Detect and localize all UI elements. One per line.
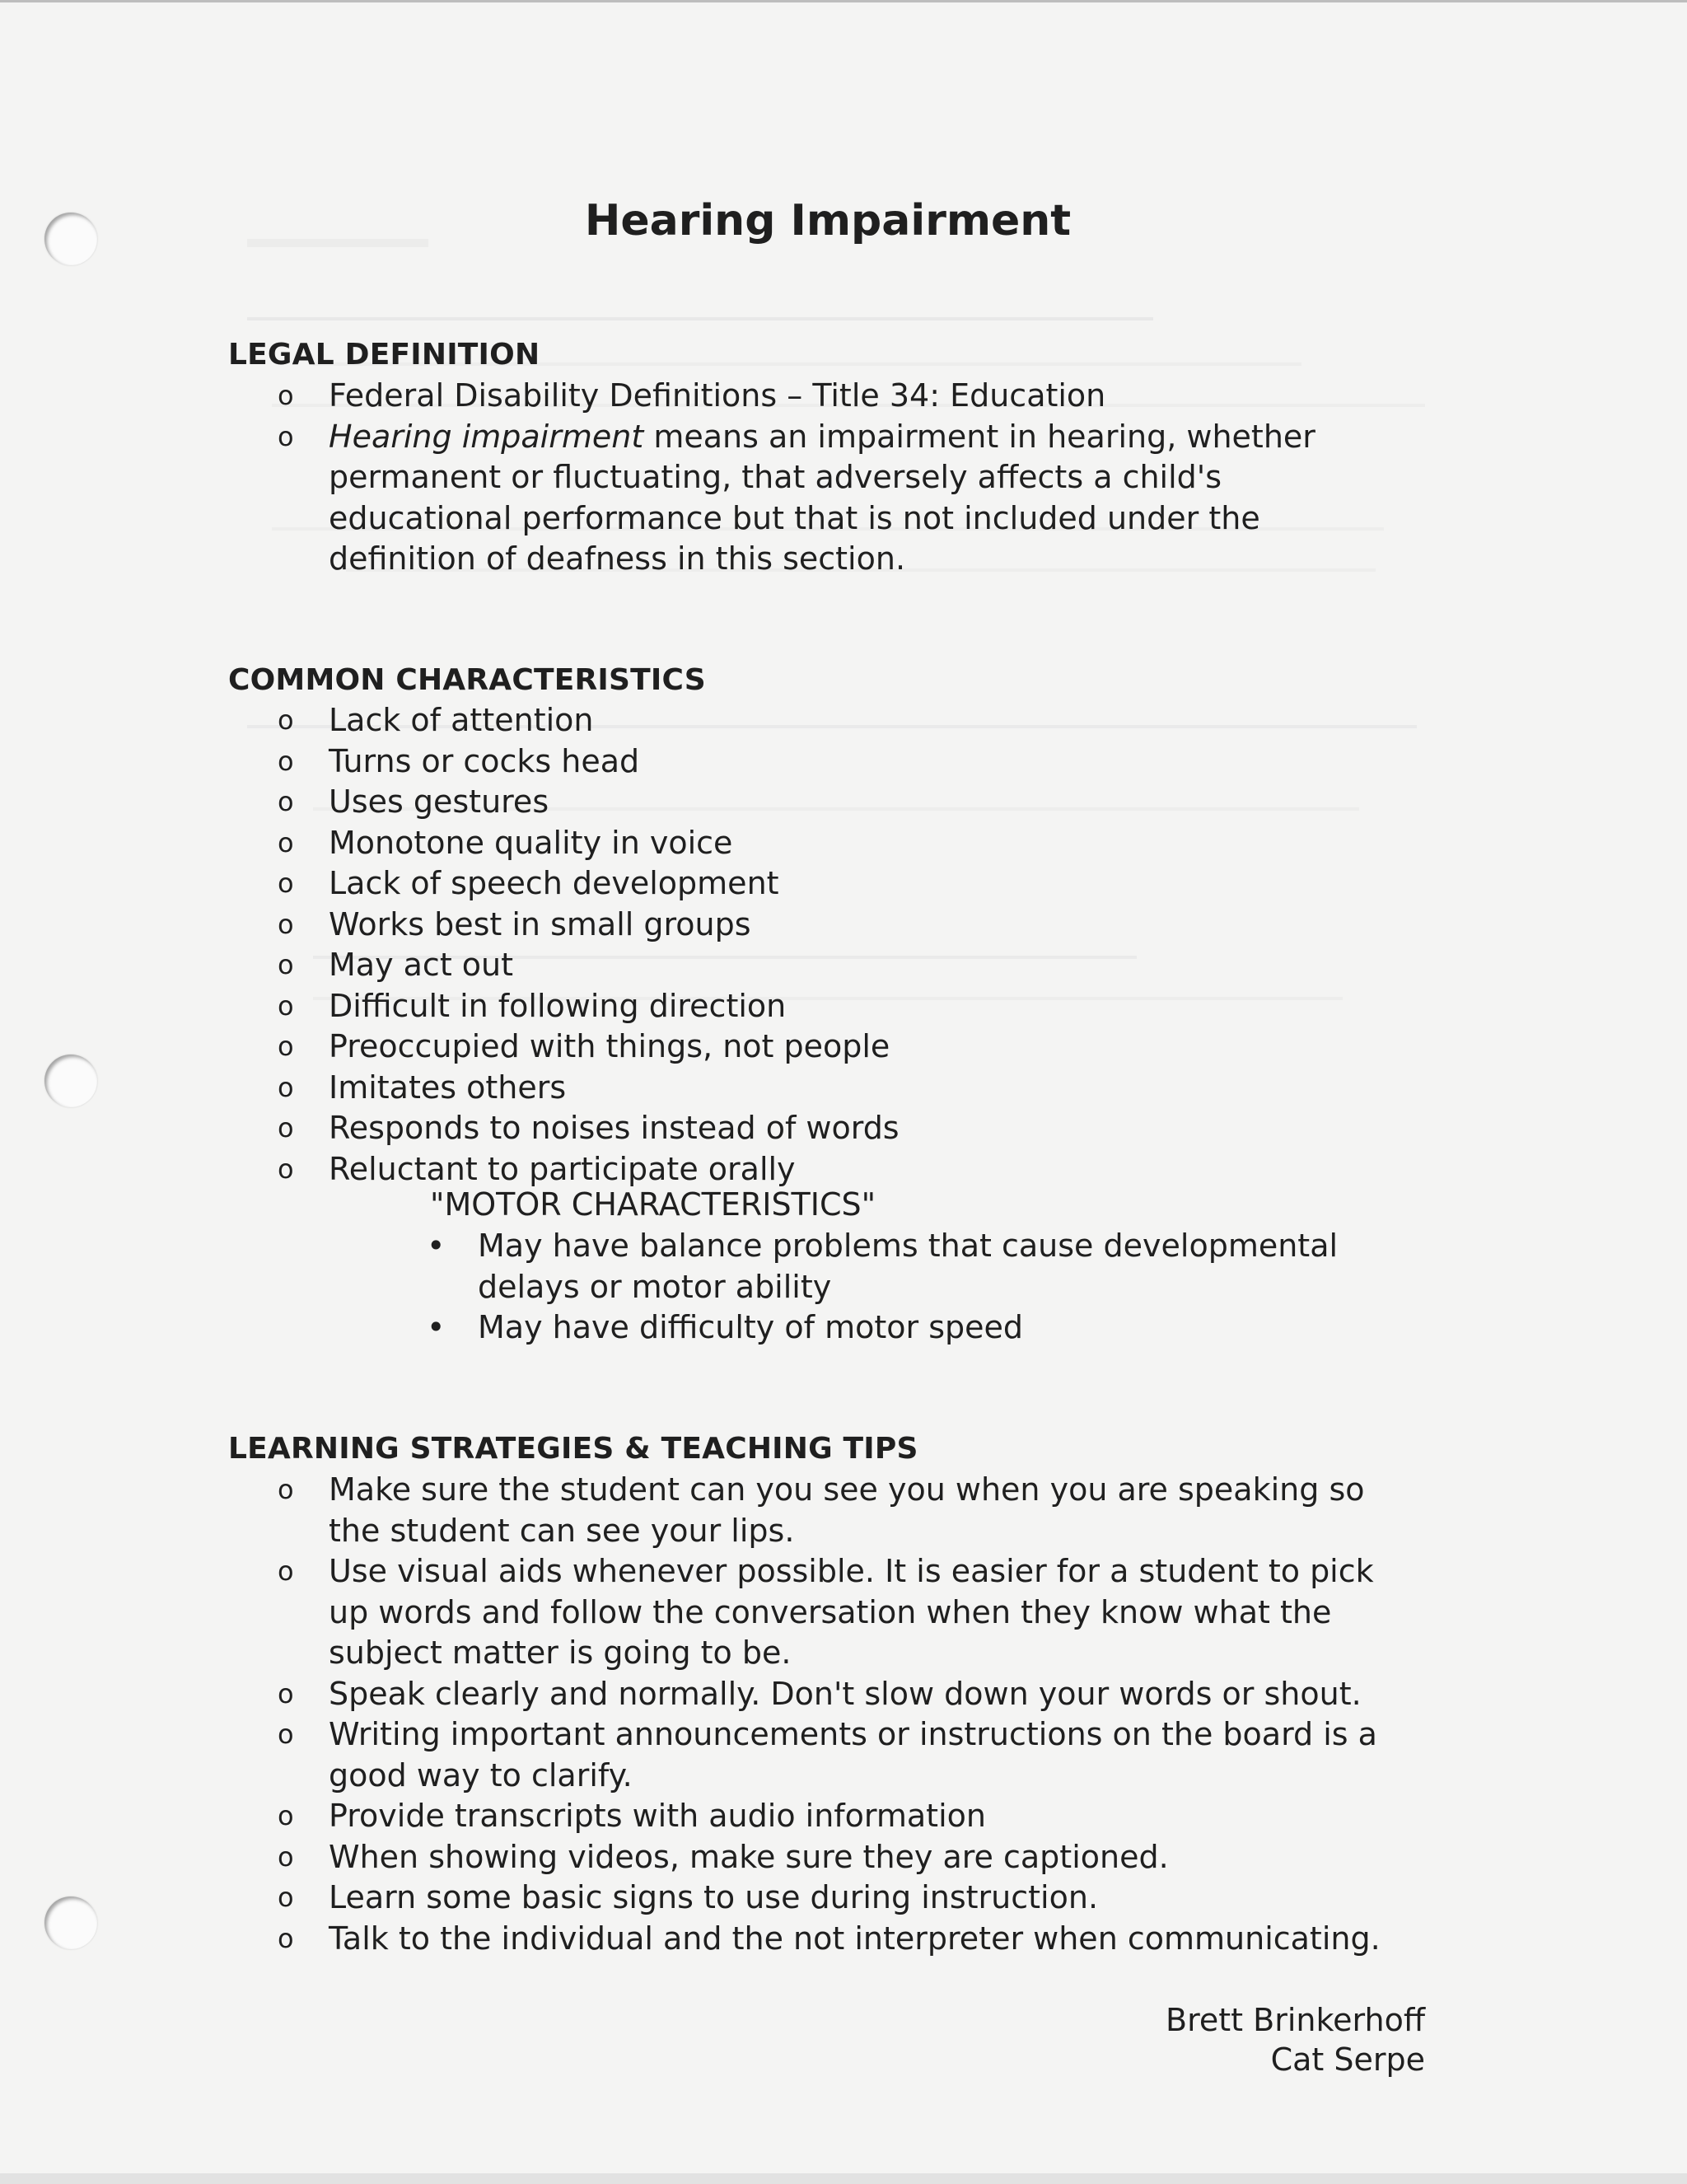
common-characteristics-list — [278, 700, 1348, 1190]
circle-bullet-icon: o — [278, 704, 294, 736]
defined-term: Hearing impairment — [329, 418, 644, 455]
list-item — [278, 1108, 1348, 1149]
list-item — [427, 1307, 1399, 1349]
list-item — [278, 417, 1340, 580]
list-item — [278, 1027, 1348, 1068]
circle-bullet-icon: o — [278, 1840, 294, 1873]
circle-bullet-icon: o — [278, 949, 294, 980]
list-item-text: Provide transcripts with audio information — [329, 1798, 986, 1834]
list-item — [278, 1674, 1423, 1715]
list-item — [278, 1068, 1348, 1109]
list-item-text: Uses gestures — [329, 783, 549, 820]
list-item — [278, 945, 1348, 986]
list-item — [278, 1714, 1423, 1796]
circle-bullet-icon: o — [278, 380, 294, 411]
circle-bullet-icon: o — [278, 826, 294, 858]
list-item-text: May have balance problems that cause developmental delays or motor ability — [478, 1228, 1339, 1305]
list-item — [278, 1878, 1423, 1919]
list-item-text: When showing videos, make sure they are captioned. — [329, 1838, 1169, 1875]
dot-bullet-icon: • — [427, 1309, 446, 1345]
author-name: Brett Brinkerhoff — [1166, 2002, 1425, 2038]
list-item-text: Imitates others — [329, 1069, 567, 1106]
list-item — [278, 823, 1348, 864]
list-item-text: Lack of speech development — [329, 865, 779, 901]
list-item-text: Works best in small groups — [329, 905, 751, 942]
list-item-text: Use visual aids whenever possible. It is easier for a student to pick up words and follow the conversation when they know what the subject matter is going to be. — [329, 1553, 1374, 1671]
circle-bullet-icon: o — [278, 1071, 294, 1103]
list-item-text: Federal Disability Definitions – Title 34: Education — [329, 377, 1106, 414]
list-item-text: Lack of attention — [329, 702, 594, 738]
list-item — [278, 1837, 1423, 1878]
circle-bullet-icon: o — [278, 1555, 294, 1587]
list-item — [278, 782, 1348, 823]
dot-bullet-icon: • — [427, 1228, 446, 1264]
learning-strategies-heading: LEARNING STRATEGIES & TEACHING TIPS — [228, 1432, 918, 1466]
motor-characteristics-heading: "MOTOR CHARACTERISTICS" — [430, 1186, 876, 1223]
binder-hole-bottom — [44, 1896, 97, 1949]
list-item — [278, 1919, 1423, 1960]
list-item-text: Responds to noises instead of words — [329, 1110, 900, 1146]
circle-bullet-icon: o — [278, 420, 294, 452]
circle-bullet-icon: o — [278, 1677, 294, 1709]
circle-bullet-icon: o — [278, 1882, 294, 1913]
list-item-text: Monotone quality in voice — [329, 824, 733, 861]
circle-bullet-icon: o — [278, 908, 294, 940]
list-item-text: Difficult in following direction — [329, 987, 787, 1024]
legal-definition-list — [278, 376, 1340, 580]
circle-bullet-icon: o — [278, 868, 294, 899]
circle-bullet-icon: o — [278, 1922, 294, 1954]
list-item — [278, 700, 1348, 741]
list-item-text: Learn some basic signs to use during instruction. — [329, 1879, 1099, 1915]
circle-bullet-icon: o — [278, 1474, 294, 1505]
circle-bullet-icon: o — [278, 1719, 294, 1750]
circle-bullet-icon: o — [278, 1153, 294, 1185]
list-item-text: Make sure the student can you see you when you are speaking so the student can see your lips. — [329, 1471, 1365, 1549]
list-item — [278, 986, 1348, 1027]
circle-bullet-icon: o — [278, 989, 294, 1022]
list-item — [278, 1149, 1348, 1190]
legal-definition-heading: LEGAL DEFINITION — [228, 338, 540, 372]
list-item — [278, 376, 1340, 417]
list-item-text: Turns or cocks head — [329, 742, 640, 779]
list-item-text: Talk to the individual and the not interpreter when communicating. — [329, 1920, 1381, 1957]
list-item-text: Reluctant to participate orally — [329, 1150, 796, 1187]
list-item — [278, 1796, 1423, 1837]
list-item-text: May have difficulty of motor speed — [478, 1309, 1023, 1345]
circle-bullet-icon: o — [278, 1031, 294, 1062]
circle-bullet-icon: o — [278, 786, 294, 817]
list-item-text: Preoccupied with things, not people — [329, 1028, 890, 1064]
list-item — [278, 1551, 1423, 1674]
list-item-text: May act out — [329, 947, 514, 983]
scan-bottom-edge — [0, 2173, 1687, 2184]
list-item-text: Writing important announcements or instructions on the board is a good way to clarify. — [329, 1716, 1377, 1793]
common-characteristics-heading: COMMON CHARACTERISTICS — [228, 663, 706, 697]
list-item — [278, 741, 1348, 783]
list-item — [278, 1470, 1423, 1551]
circle-bullet-icon: o — [278, 1800, 294, 1831]
page-title: Hearing Impairment — [584, 196, 1072, 246]
scan-top-edge — [0, 0, 1687, 2]
list-item-text: Speak clearly and normally. Don't slow down your words or shout. — [329, 1675, 1362, 1712]
circle-bullet-icon: o — [278, 1112, 294, 1143]
circle-bullet-icon: o — [278, 745, 294, 777]
list-item — [427, 1226, 1399, 1307]
list-item-text: means an impairment in hearing, whether permanent or fluctuating, that adversely affects a child's educational performance but that is not included under the definition of deafness in this section. — [329, 418, 1315, 577]
motor-characteristics-list — [427, 1226, 1399, 1349]
author-name: Cat Serpe — [1270, 2041, 1425, 2078]
binder-hole-middle — [44, 1055, 97, 1107]
list-item — [278, 905, 1348, 946]
list-item — [278, 863, 1348, 905]
learning-strategies-list — [278, 1470, 1423, 1959]
